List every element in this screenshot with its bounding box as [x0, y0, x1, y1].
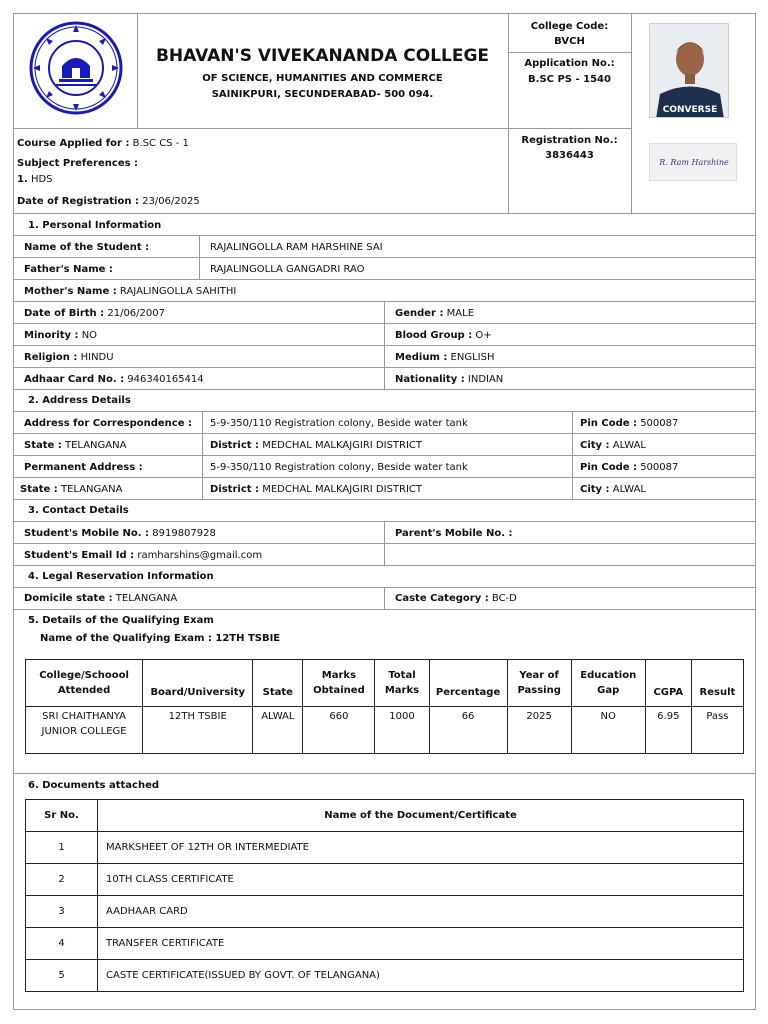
divider — [13, 345, 756, 346]
college-subtitle: OF SCIENCE, HUMANITIES AND COMMERCE — [202, 73, 443, 84]
student-mobile: Student's Mobile No. : 8919807928 — [24, 528, 216, 539]
section-address-heading: 2. Address Details — [28, 395, 131, 406]
course-applied: Course Applied for : B.SC CS - 1 — [17, 138, 189, 149]
date-of-birth: Date of Birth : 21/06/2007 — [24, 308, 165, 319]
table-row — [26, 864, 744, 896]
mother-name: Mother's Name : RAJALINGOLLA SAHITHI — [24, 286, 237, 297]
cell-cgpa: 6.95 — [645, 707, 691, 754]
doc-sr: 2 — [26, 864, 98, 896]
section-reservation-heading: 4. Legal Reservation Information — [28, 571, 214, 582]
col-year: Year of Passing — [507, 660, 571, 707]
cell-college: SRI CHAITHANYA JUNIOR COLLEGE — [26, 707, 143, 754]
divider — [384, 587, 385, 609]
divider — [13, 257, 756, 258]
registration-no: 3836443 — [545, 150, 594, 161]
student-photo — [649, 23, 729, 118]
cell-state: ALWAL — [253, 707, 303, 754]
divider — [508, 52, 631, 53]
section-qualifying-heading: 5. Details of the Qualifying Exam — [28, 615, 214, 626]
divider — [13, 565, 756, 566]
cell-education-gap: NO — [571, 707, 645, 754]
caste-category: Caste Category : BC-D — [395, 593, 517, 604]
application-no-label: Application No.: — [524, 58, 615, 69]
table-row — [26, 832, 744, 864]
cell-board: 12TH TSBIE — [143, 707, 253, 754]
doc-sr: 5 — [26, 960, 98, 992]
divider — [13, 543, 756, 544]
qualifying-exam-name: Name of the Qualifying Exam : 12TH TSBIE — [40, 633, 281, 644]
permanent-address-label: Permanent Address : — [24, 462, 143, 473]
college-code: BVCH — [554, 36, 585, 47]
college-name: BHAVAN'S VIVEKANANDA COLLEGE — [155, 46, 490, 66]
section-contact-heading: 3. Contact Details — [28, 505, 129, 516]
nationality: Nationality : INDIAN — [395, 374, 504, 385]
doc-name: MARKSHEET OF 12TH OR INTERMEDIATE — [98, 832, 744, 864]
documents-table — [25, 799, 744, 992]
divider — [13, 128, 631, 129]
col-document-name: Name of the Document/Certificate — [98, 800, 744, 832]
divider — [13, 323, 756, 324]
college-address: SAINIKPURI, SECUNDERABAD- 500 094. — [211, 89, 434, 100]
father-name-label: Father's Name : — [24, 264, 113, 275]
correspondence-address: 5-9-350/110 Registration colony, Beside water tank — [210, 418, 468, 429]
correspondence-city: City : ALWAL — [580, 440, 646, 451]
divider — [13, 609, 756, 610]
col-total-marks: Total Marks — [375, 660, 429, 707]
cell-total-marks: 1000 — [375, 707, 429, 754]
college-code-label: College Code: — [530, 21, 609, 32]
cell-marks-obtained: 660 — [303, 707, 375, 754]
divider — [13, 235, 756, 236]
permanent-address: 5-9-350/110 Registration colony, Beside water tank — [210, 462, 468, 473]
divider — [13, 367, 756, 368]
table-row — [26, 896, 744, 928]
registration-no-label: Registration No.: — [521, 135, 618, 146]
divider — [13, 773, 756, 774]
father-name: RAJALINGOLLA GANGADRI RAO — [210, 264, 365, 275]
doc-name: AADHAAR CARD — [98, 896, 744, 928]
permanent-state: State : TELANGANA — [20, 484, 123, 495]
doc-sr: 4 — [26, 928, 98, 960]
medium: Medium : ENGLISH — [395, 352, 495, 363]
table-row — [26, 707, 744, 754]
qualifying-exam-table — [25, 659, 744, 754]
photo-shirt-text: CONVERSE — [662, 105, 718, 115]
doc-sr: 1 — [26, 832, 98, 864]
correspondence-pin: Pin Code : 500087 — [580, 418, 679, 429]
correspondence-state: State : TELANGANA — [24, 440, 127, 451]
divider — [137, 13, 138, 128]
signature-text: R. Ram Harshine — [659, 158, 729, 167]
divider — [13, 279, 756, 280]
divider — [13, 477, 756, 478]
permanent-city: City : ALWAL — [580, 484, 646, 495]
divider — [13, 213, 756, 214]
col-board: Board/University — [143, 660, 253, 707]
doc-name: 10TH CLASS CERTIFICATE — [98, 864, 744, 896]
col-state: State — [253, 660, 303, 707]
doc-name: CASTE CERTIFICATE(ISSUED BY GOVT. OF TELANGANA) — [98, 960, 744, 992]
col-result: Result — [691, 660, 743, 707]
col-sr-no: Sr No. — [26, 800, 98, 832]
divider — [13, 455, 756, 456]
date-of-registration: Date of Registration : 23/06/2025 — [17, 196, 200, 207]
permanent-district: District : MEDCHAL MALKAJGIRI DISTRICT — [210, 484, 423, 495]
domicile-state: Domicile state : TELANGANA — [24, 593, 178, 604]
gender: Gender : MALE — [395, 308, 475, 319]
doc-name: TRANSFER CERTIFICATE — [98, 928, 744, 960]
col-percentage: Percentage — [429, 660, 507, 707]
section-documents-heading: 6. Documents attached — [28, 780, 160, 791]
col-cgpa: CGPA — [645, 660, 691, 707]
permanent-pin: Pin Code : 500087 — [580, 462, 679, 473]
doc-sr: 3 — [26, 896, 98, 928]
table-row — [26, 928, 744, 960]
cell-result: Pass — [691, 707, 743, 754]
col-education-gap: Education Gap — [571, 660, 645, 707]
adhaar-card-no: Adhaar Card No. : 946340165414 — [24, 374, 204, 385]
college-logo — [28, 20, 124, 116]
blood-group: Blood Group : O+ — [395, 330, 492, 341]
correspondence-address-label: Address for Correspondence : — [24, 418, 192, 429]
divider — [631, 13, 632, 213]
subject-preference-1: 1. HDS — [17, 174, 53, 185]
divider — [13, 499, 756, 500]
divider — [13, 433, 756, 434]
student-name: RAJALINGOLLA RAM HARSHINE SAI — [210, 242, 383, 253]
subject-preferences-label: Subject Preferences : — [17, 158, 139, 169]
table-row — [26, 960, 744, 992]
col-marks-obtained: Marks Obtained — [303, 660, 375, 707]
col-college: College/Schoool Attended — [26, 660, 143, 707]
student-email: Student's Email Id : ramharshins@gmail.com — [24, 550, 263, 561]
student-name-label: Name of the Student : — [24, 242, 150, 253]
religion: Religion : HINDU — [24, 352, 114, 363]
cell-year: 2025 — [507, 707, 571, 754]
application-no: B.SC PS - 1540 — [528, 74, 611, 85]
minority: Minority : NO — [24, 330, 98, 341]
divider — [13, 389, 756, 390]
cell-percentage: 66 — [429, 707, 507, 754]
divider — [13, 411, 756, 412]
section-personal-heading: 1. Personal Information — [28, 220, 162, 231]
parent-mobile-label: Parent's Mobile No. : — [395, 528, 513, 539]
student-signature — [649, 143, 737, 181]
correspondence-district: District : MEDCHAL MALKAJGIRI DISTRICT — [210, 440, 423, 451]
